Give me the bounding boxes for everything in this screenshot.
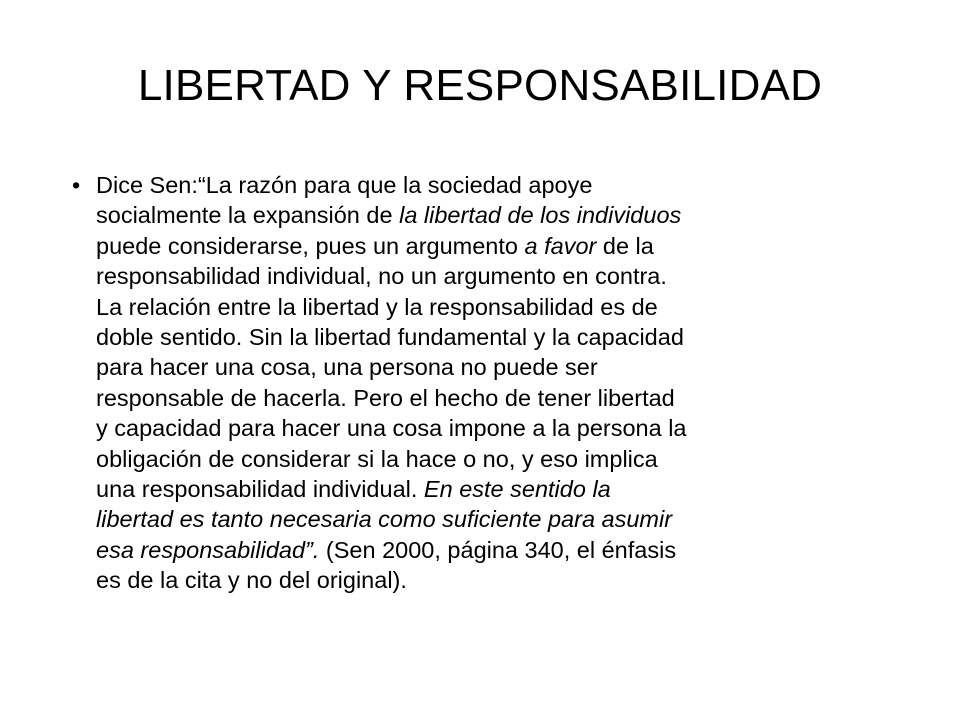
quote-line xyxy=(96,535,902,565)
quote-text-segment: puede considerarse, pues un argumento xyxy=(96,232,525,259)
quote-line xyxy=(96,474,902,504)
quote-line xyxy=(96,413,902,443)
quote-line xyxy=(96,261,902,291)
quote-line xyxy=(96,231,902,261)
quote-text-segment: una responsabilidad individual. xyxy=(96,476,424,503)
quote-text-segment: Dice Sen:“La razón para que la sociedad apoye xyxy=(96,172,593,198)
quote-text-segment: y capacidad para hacer una cosa impone a la persona la xyxy=(96,415,687,442)
quote-text-segment: socialmente la expansión de xyxy=(96,202,400,229)
quote-line xyxy=(96,383,902,413)
quote-text-segment: es de la cita y no del original). xyxy=(96,567,407,594)
quote-line xyxy=(96,170,902,200)
quote-line xyxy=(96,292,902,322)
emphasis-text: En este sentido la xyxy=(423,476,611,503)
quote-line xyxy=(96,200,902,230)
emphasis-text: la libertad de los individuos xyxy=(399,202,682,229)
slide-title: LIBERTAD Y RESPONSABILIDAD xyxy=(137,61,823,110)
quote-line xyxy=(96,352,902,382)
quote-text-segment: responsabilidad individual, no un argumento en contra. xyxy=(96,263,667,290)
quote-text-segment: responsable de hacerla. Pero el hecho de tener libertad xyxy=(96,384,675,411)
bullet-item-quote xyxy=(72,170,902,596)
quote-line xyxy=(96,504,902,534)
bullet-icon: • xyxy=(72,172,81,198)
emphasis-text: a favor xyxy=(524,232,597,259)
quote-text-segment: doble sentido. Sin la libertad fundamental y la capacidad xyxy=(96,324,684,351)
emphasis-text: esa responsabilidad”. xyxy=(96,536,320,563)
quote-text-segment: La relación entre la libertad y la responsabilidad es de xyxy=(96,293,658,320)
quote-text-segment: (Sen 2000, página 340, el énfasis xyxy=(319,536,677,563)
bullet-list xyxy=(72,170,902,596)
quote-text-segment: para hacer una cosa, una persona no puede ser xyxy=(96,354,598,381)
quote-line xyxy=(96,565,902,595)
quote-line xyxy=(96,444,902,474)
emphasis-text: libertad es tanto necesaria como suficiente para asumir xyxy=(96,506,673,533)
quote-text-segment: de la xyxy=(596,232,654,259)
quote-line xyxy=(96,322,902,352)
quote-text-segment: obligación de considerar si la hace o no, y eso implica xyxy=(96,445,658,472)
quote-text xyxy=(96,170,902,596)
